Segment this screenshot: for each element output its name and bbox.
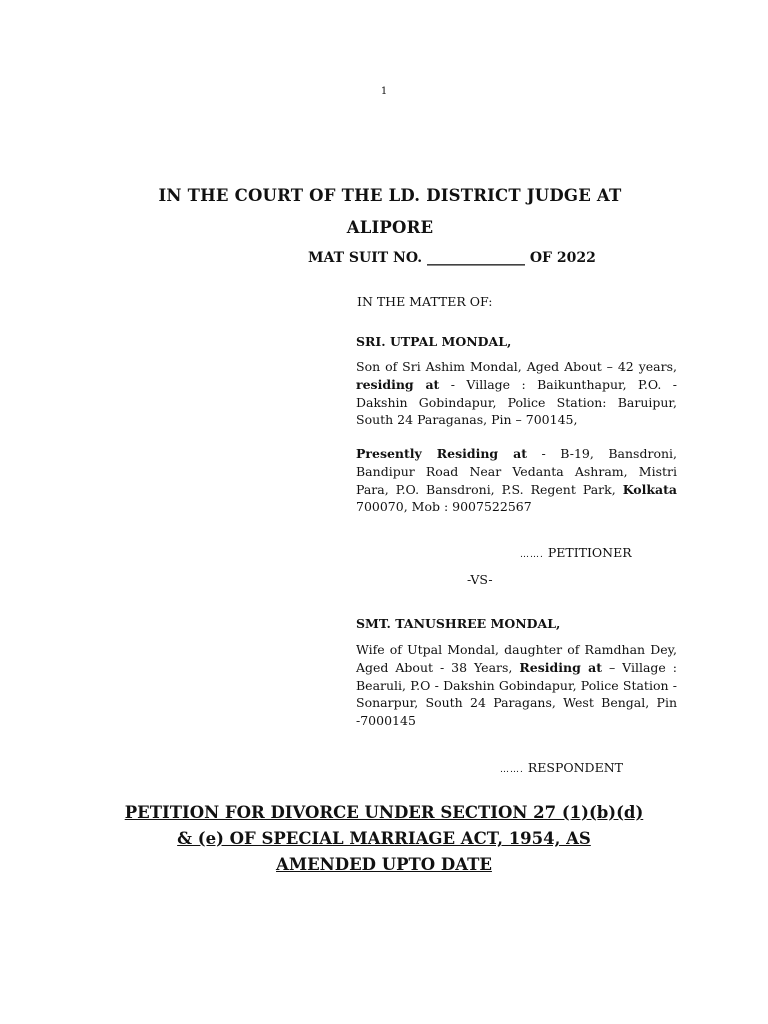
petitioner-present-address	[356, 445, 677, 516]
petitioner-residing-label: residing at	[356, 376, 440, 392]
petitioner-role-dots: …….	[520, 550, 544, 560]
petitioner-city: Kolkata	[622, 481, 677, 497]
versus-label: -VS-	[467, 572, 493, 587]
petitioner-permanent-address	[356, 358, 677, 429]
respondent-name: SMT. TANUSHREE MONDAL,	[356, 616, 561, 631]
petitioner-role-label: PETITIONER	[543, 545, 632, 560]
suit-number: MAT SUIT NO. ______________ OF 2022	[308, 250, 596, 266]
petition-title-line-2: & (e) OF SPECIAL MARRIAGE ACT, 1954, AS	[177, 829, 591, 848]
petitioner-address1-text: Son of Sri Ashim Mondal, Aged About – 42 years,	[356, 359, 677, 374]
respondent-address	[356, 641, 677, 730]
respondent-address-rest: – Village : Bearuli, P.O - Dakshin Gobindapur, Police Station - Sonarpur, South 24 Paragans, West Bengal, Pin -7000145	[356, 659, 677, 729]
respondent-role-dots: …….	[500, 765, 524, 775]
petitioner-address2-text: - B-19, Bansdroni, Bandipur Road Near Vedanta Ashram, Mistri Para, P.O. Bansdroni, P.S. Regent Park,	[356, 446, 678, 497]
respondent-role	[500, 760, 623, 775]
respondent-role-label: RESPONDENT	[523, 760, 623, 775]
page-number: 1	[380, 86, 388, 97]
petitioner-presently-residing-label: Presently Residing at	[356, 446, 527, 461]
petition-title-line-1: PETITION FOR DIVORCE UNDER SECTION 27 (1)(b)(d)	[124, 803, 644, 822]
petitioner-name: SRI. UTPAL MONDAL,	[356, 334, 512, 349]
respondent-residing-label: Residing at	[519, 659, 603, 675]
petitioner-role	[520, 545, 632, 560]
court-heading-line-1: IN THE COURT OF THE LD. DISTRICT JUDGE AT	[158, 186, 622, 205]
matter-of-label: IN THE MATTER OF:	[357, 294, 493, 309]
petition-title	[84, 800, 684, 878]
petitioner-address1-rest: - Village : Baikunthapur, P.O. - Dakshin Gobindapur, Police Station: Baruipur, South 24 Paraganas, Pin – 700145,	[356, 376, 677, 428]
petitioner-address2-rest: 700070, Mob : 9007522567	[356, 499, 532, 515]
respondent-address-text: Wife of Utpal Mondal, daughter of Ramdhan Dey, Aged About - 38 Years,	[356, 642, 677, 675]
court-heading-line-2: ALIPORE	[346, 218, 434, 237]
court-heading	[90, 180, 690, 244]
petition-title-line-3: AMENDED UPTO DATE	[276, 855, 492, 874]
